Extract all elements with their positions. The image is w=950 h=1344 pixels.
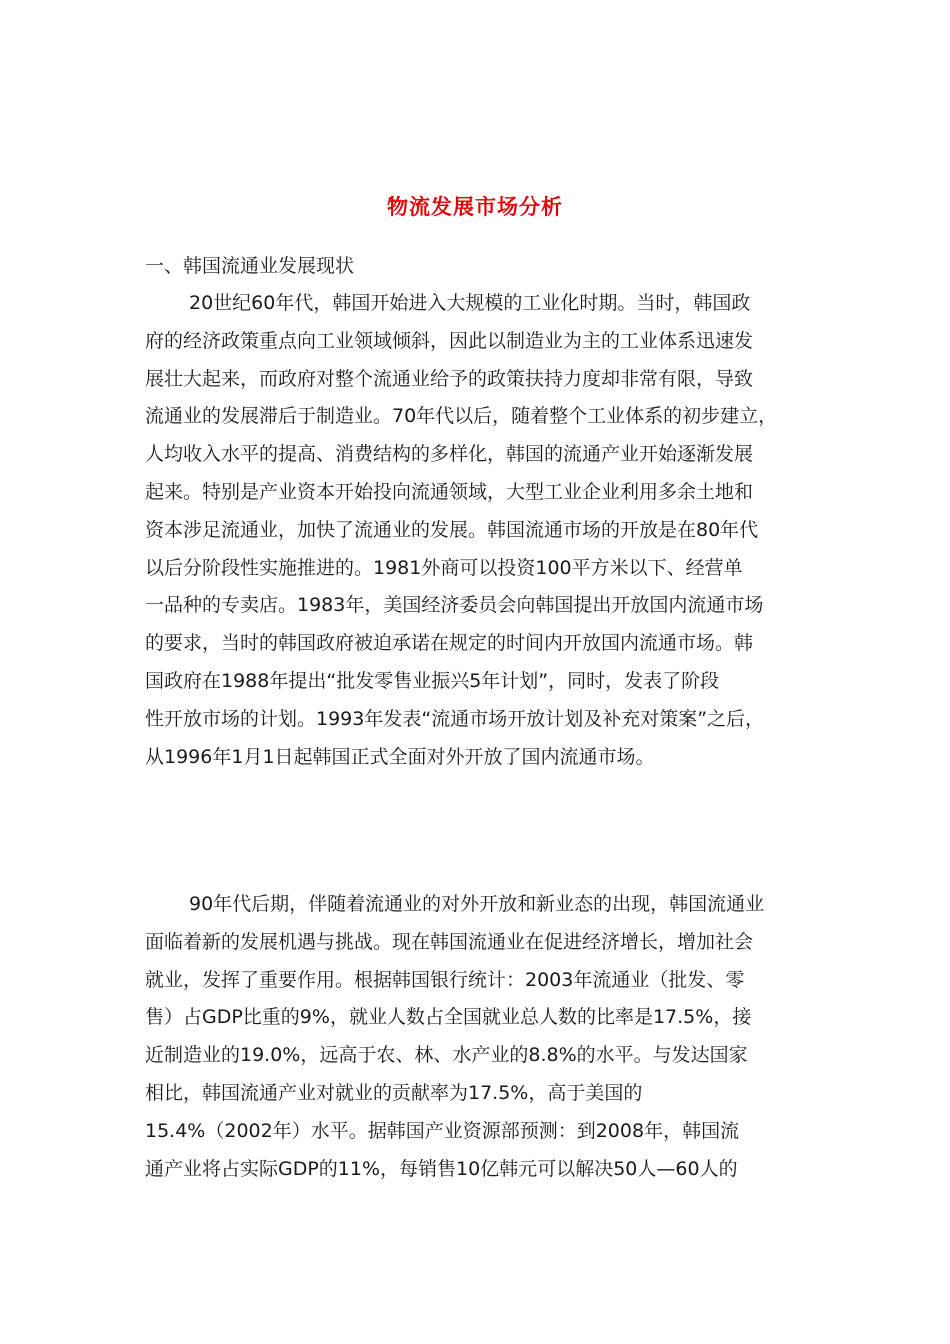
paragraph-2 [145, 886, 890, 1188]
paragraph-line: 流通业的发展滞后于制造业。70年代以后，随着整个工业体系的初步建立， [145, 405, 778, 428]
paragraph-line: 90年代后期，伴随着流通业的对外开放和新业态的出现，韩国流通业 [189, 893, 765, 915]
paragraph-1 [145, 285, 890, 776]
paragraph-line: 就业，发挥了重要作用。根据韩国银行统计：2003年流通业（批发、零 [145, 968, 745, 991]
paragraph-line: 人均收入水平的提高、消费结构的多样化，韩国的流通产业开始逐渐发展 [145, 443, 754, 466]
paragraph-line: 20世纪60年代，韩国开始进入大规模的工业化时期。当时，韩国政 [189, 292, 751, 314]
paragraph-line: 相比，韩国流通产业对就业的贡献率为17.5%，高于美国的 [145, 1081, 643, 1104]
section-heading: 一、韩国流通业发展现状 [145, 255, 355, 277]
paragraph-line: 售）占GDP比重的9%，就业人数占全国就业总人数的比率是17.5%，接 [145, 1006, 752, 1029]
paragraph-line: 从1996年1月1日起韩国正式全面对外开放了国内流通市场。 [145, 745, 655, 768]
paragraph-line: 府的经济政策重点向工业领域倾斜，因此以制造业为主的工业体系迅速发 [145, 329, 754, 352]
paragraph-line: 国政府在1988年提出“批发零售业振兴5年计划”，同时，发表了阶段 [145, 669, 720, 692]
paragraph-line: 起来。特别是产业资本开始投向流通领域，大型工业企业利用多余土地和 [145, 480, 754, 503]
paragraph-line: 一品种的专卖店。1983年，美国经济委员会向韩国提出开放国内流通市场 [145, 594, 764, 617]
paragraph-line: 15.4%（2002年）水平。据韩国产业资源部预测：到2008年，韩国流 [145, 1119, 740, 1142]
document-title: 物流发展市场分析 [387, 195, 563, 219]
paragraph-line: 资本涉足流通业，加快了流通业的发展。韩国流通市场的开放是在80年代 [145, 518, 759, 541]
paragraph-line: 面临着新的发展机遇与挑战。现在韩国流通业在促进经济增长，增加社会 [145, 930, 754, 953]
paragraph-line: 性开放市场的计划。1993年发表“流通市场开放计划及补充对策案”之后， [145, 707, 765, 730]
paragraph-line: 近制造业的19.0%，远高于农、林、水产业的8.8%的水平。与发达国家 [145, 1044, 748, 1067]
paragraph-line: 以后分阶段性实施推进的。1981外商可以投资100平方米以下、经营单 [145, 556, 743, 579]
paragraph-line: 通产业将占实际GDP的11%，每销售10亿韩元可以解决50人—60人的 [145, 1157, 738, 1180]
paragraph-line: 展壮大起来，而政府对整个流通业给予的政策扶持力度却非常有限，导致 [145, 367, 754, 390]
paragraph-line: 的要求，当时的韩国政府被迫承诺在规定的时间内开放国内流通市场。韩 [145, 632, 754, 655]
